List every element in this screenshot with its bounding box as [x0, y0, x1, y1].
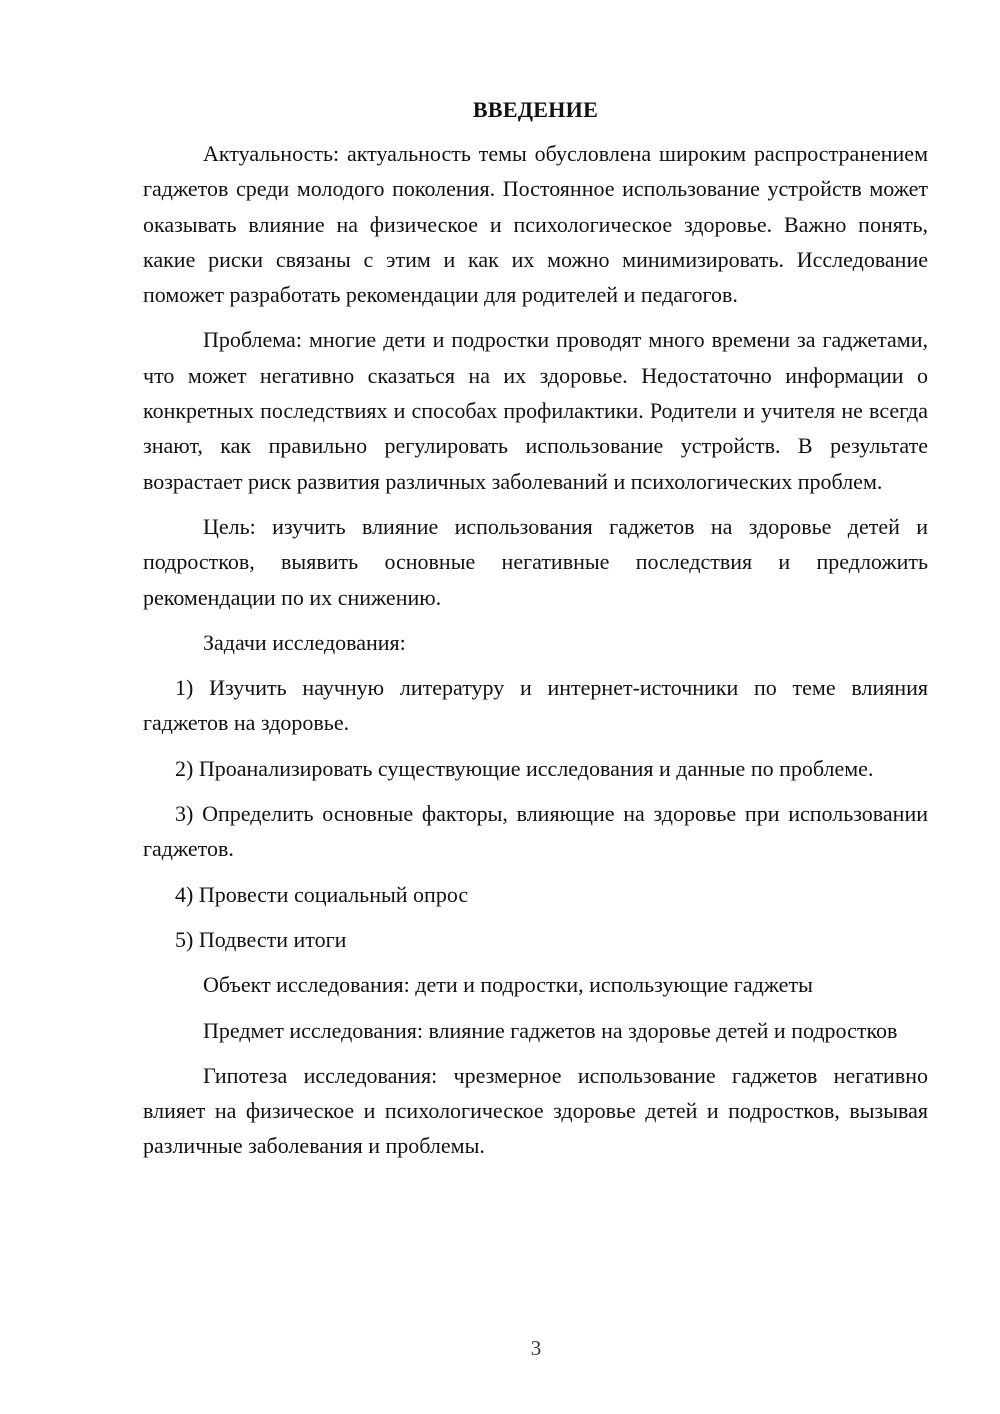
task-item-3: 3) Определить основные факторы, влияющие на здоровье при использовании гаджетов.: [143, 801, 928, 862]
task-item-2: 2) Проанализировать существующие исследования и данные по проблеме.: [175, 755, 874, 781]
page-title: ВВЕДЕНИЕ: [472, 97, 599, 122]
task-item-5: 5) Подвести итоги: [175, 926, 347, 952]
paragraph-relevance: Актуальность: актуальность темы обусловлена широким распространением гаджетов среди молодого поколения. Постоянное использование устройств может оказывать влияние на физическое и психологическое здоровье. Важно понять, какие риски связаны с этим и как их можно минимизировать. Исследование поможет разработать рекомендации для родителей и педагогов.: [143, 141, 928, 308]
paragraph-object: Объект исследования: дети и подростки, использующие гаджеты: [203, 972, 813, 998]
document-body: [143, 95, 928, 1164]
paragraph-problem: Проблема: многие дети и подростки проводят много времени за гаджетами, что может негативно сказаться на их здоровье. Недостаточно информации о конкретных последствиях и способах профилактики. Родители и учителя не всегда знают, как правильно регулировать использование устройств. В результате возрастает риск развития различных заболеваний и психологических проблем.: [143, 327, 928, 494]
paragraph-hypothesis: Гипотеза исследования: чрезмерное использование гаджетов негативно влияет на физическое и психологическое здоровье детей и подростков, вызывая различные заболевания и проблемы.: [143, 1062, 928, 1159]
paragraph-goal: Цель: изучить влияние использования гаджетов на здоровье детей и подростков, выявить основные негативные последствия и предложить рекомендации по их снижению.: [143, 513, 928, 610]
paragraph-tasks-heading: Задачи исследования:: [203, 629, 406, 655]
task-item-4: 4) Провести социальный опрос: [175, 881, 469, 907]
page-number: 3: [530, 1336, 542, 1360]
task-item-1: 1) Изучить научную литературу и интернет-источники по теме влияния гаджетов на здоровье.: [143, 675, 928, 736]
paragraph-subject: Предмет исследования: влияние гаджетов на здоровье детей и подростков: [203, 1017, 898, 1043]
